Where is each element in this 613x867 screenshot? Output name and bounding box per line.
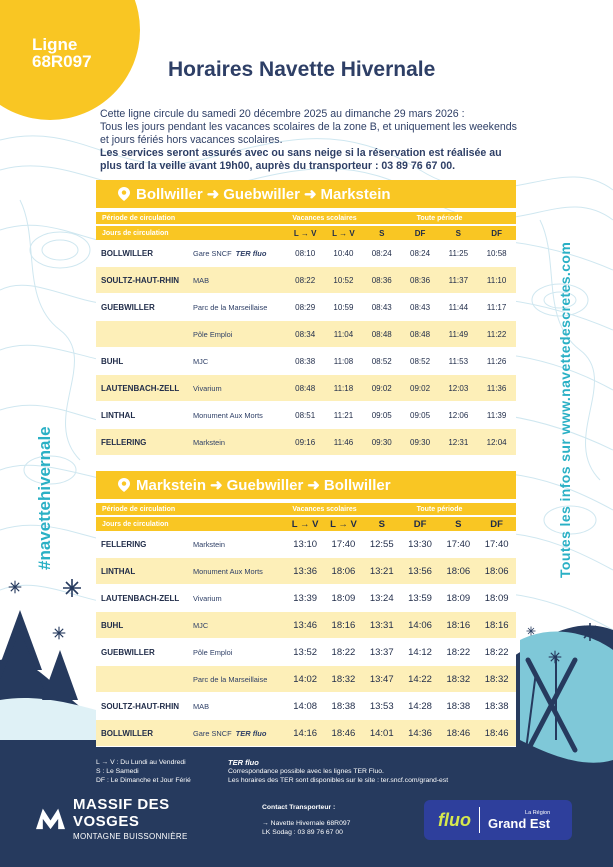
stop-name: LAUTENBACH-ZELL (101, 383, 180, 393)
day-header: DF (413, 518, 427, 530)
departure-time: 08:10 (295, 248, 316, 258)
departure-time: 11:37 (448, 275, 469, 285)
ligne-badge (32, 36, 92, 70)
table-rows (96, 531, 516, 747)
departure-time: 13:39 (293, 592, 318, 604)
ligne-label: Ligne (32, 35, 78, 54)
snowflake-icon (526, 626, 536, 636)
stop-place (187, 594, 286, 603)
table-row (96, 585, 516, 612)
jours-row (96, 517, 516, 531)
departure-time: 13:53 (369, 700, 394, 712)
table-row (96, 429, 516, 456)
stop-place-label: Vivarium (193, 383, 222, 393)
stop-place-label: MAB (193, 701, 210, 711)
departure-time: 11:25 (448, 248, 469, 258)
departure-time: 18:06 (446, 565, 471, 577)
stop-place (187, 249, 286, 258)
departure-time: 18:32 (331, 673, 356, 685)
jours-label: Jours de circulation (102, 520, 169, 528)
departure-time: 18:46 (484, 727, 509, 739)
route-origin: Bollwiller (136, 185, 203, 203)
departure-time: 10:58 (486, 248, 507, 258)
departure-time: 18:22 (446, 646, 471, 658)
departure-time: 13:10 (293, 538, 318, 550)
departure-time: 18:46 (331, 727, 356, 739)
tree-icon (0, 610, 78, 700)
stop-name: SOULTZ-HAUT-RHIN (101, 701, 180, 711)
departure-time: 08:48 (371, 329, 392, 339)
departure-time: 18:22 (484, 646, 509, 658)
table-row (96, 267, 516, 294)
location-pin-icon (118, 187, 130, 201)
ter-horaires-line: Les horaires des TER sont disponibles sur le site : ter.sncf.com/grand-est (228, 777, 449, 784)
grand-est-label: Grand Est (488, 815, 551, 831)
departure-time: 13:47 (369, 673, 394, 685)
massif-des-vosges-logo (36, 796, 216, 840)
departure-time: 18:38 (484, 700, 509, 712)
table-row (96, 639, 516, 666)
departure-time: 08:51 (295, 410, 316, 420)
stop-name: BUHL (101, 356, 124, 366)
ter-fluo-logo: TER fluo (228, 758, 259, 767)
location-pin-icon (118, 478, 130, 492)
departure-time: 13:52 (293, 646, 318, 658)
departure-time: 17:40 (331, 538, 356, 550)
hashtag-vertical: #navettehivernale (35, 426, 54, 570)
table-row (96, 612, 516, 639)
departure-time: 11:53 (448, 356, 469, 366)
departure-time: 09:05 (410, 410, 431, 420)
departure-time: 08:24 (371, 248, 392, 258)
day-header: DF (491, 228, 502, 238)
stop-name: SOULTZ-HAUT-RHIN (101, 275, 180, 285)
stop-name: LAUTENBACH-ZELL (101, 593, 180, 603)
stop-place-label: Parc de la Marseillaise (193, 674, 268, 684)
arrow-right-icon: ➜ (206, 186, 220, 203)
departure-time: 13:56 (408, 565, 432, 577)
departure-time: 11:22 (486, 329, 507, 339)
departure-time: 14:01 (369, 727, 394, 739)
table-row (96, 294, 516, 321)
route-via: Guebwiller (226, 476, 304, 494)
departure-time: 08:48 (295, 383, 316, 393)
departure-time: 14:02 (293, 673, 318, 685)
departure-time: 11:08 (333, 356, 354, 366)
departure-time: 08:36 (371, 275, 392, 285)
departure-time: 13:30 (408, 538, 432, 550)
stop-name: FELLERING (101, 437, 147, 447)
table-row (96, 558, 516, 585)
departure-time: 08:24 (410, 248, 431, 258)
logo-divider (479, 807, 480, 833)
stop-place-label: Monument Aux Morts (193, 566, 263, 576)
stop-name: LINTHAL (101, 410, 136, 420)
table-row (96, 720, 516, 747)
departure-time: 18:46 (446, 727, 471, 739)
contact-transporteur (262, 803, 350, 837)
departure-time: 18:09 (484, 592, 509, 604)
day-header: S (379, 228, 385, 238)
stop-place-label: Monument Aux Morts (193, 410, 263, 420)
departure-time: 14:08 (293, 700, 318, 712)
departure-time: 08:52 (410, 356, 431, 366)
departure-time: 12:55 (369, 538, 394, 550)
departure-time: 18:09 (446, 592, 471, 604)
departure-time: 18:16 (484, 619, 509, 631)
ter-correspondance-line: Correspondance possible avec les lignes TER Fluo. (228, 768, 384, 775)
snowflake-icon (8, 580, 22, 594)
intro-text (100, 108, 520, 173)
day-header: S (455, 518, 462, 530)
stop-place-label: Markstein (193, 437, 226, 447)
day-header: L → V (293, 228, 317, 238)
departure-time: 12:03 (448, 383, 469, 393)
stop-place-label: Markstein (193, 539, 226, 549)
stop-place (187, 648, 286, 657)
departure-time: 18:16 (331, 619, 356, 631)
departure-time: 13:31 (369, 619, 394, 631)
departure-time: 08:34 (295, 329, 316, 339)
stop-place-label: Parc de la Marseillaise (193, 302, 268, 312)
departure-time: 18:09 (331, 592, 356, 604)
timetable-markstein-bollwiller (96, 471, 516, 747)
page-title: Horaires Navette Hivernale (168, 58, 436, 81)
stop-place-label: Gare SNCF (193, 248, 232, 258)
departure-time: 10:59 (333, 302, 354, 312)
departure-time: 14:16 (293, 727, 318, 739)
departure-time: 09:02 (410, 383, 431, 393)
mountain-logo-icon (36, 803, 65, 833)
departure-time: 08:43 (371, 302, 392, 312)
departure-time: 09:02 (371, 383, 392, 393)
table-row (96, 531, 516, 558)
intro-line-2: Tous les jours pendant les vacances scolaires de la zone B, et uniquement les weekends et jours fériés hors vacances scolaires. (100, 121, 517, 146)
region-grand-est-logo (424, 800, 572, 840)
departure-time: 17:40 (484, 538, 509, 550)
day-header: L → V (330, 518, 357, 530)
departure-time: 14:22 (408, 673, 432, 685)
stop-place (187, 540, 286, 549)
stop-place (187, 438, 286, 447)
table-row (96, 240, 516, 267)
departure-time: 09:30 (371, 437, 392, 447)
legend-s: S : Le Samedi (96, 768, 139, 775)
legend-lv: L → V : Du Lundi au Vendredi (96, 759, 186, 766)
departure-time: 18:38 (331, 700, 356, 712)
table-row (96, 375, 516, 402)
snowflake-icon (62, 578, 82, 598)
day-header: L → V (291, 518, 319, 530)
day-header: L → V (332, 228, 355, 238)
jours-label: Jours de circulation (102, 229, 169, 237)
departure-time: 11:49 (448, 329, 469, 339)
departure-time: 11:21 (333, 410, 354, 420)
departure-time: 17:40 (446, 538, 471, 550)
stop-place-label: Pôle Emploi (193, 647, 233, 657)
route-origin: Markstein (136, 476, 207, 494)
departure-time: 08:48 (410, 329, 431, 339)
departure-time: 11:10 (486, 275, 507, 285)
snowflake-icon (548, 650, 562, 664)
stop-place (187, 567, 286, 576)
departure-time: 10:52 (333, 275, 354, 285)
contact-line-1: → Navette Hivernale 68R097 (262, 820, 351, 827)
departure-time: 09:16 (295, 437, 316, 447)
day-header: S (378, 518, 385, 530)
la-region-label: La Région (525, 809, 551, 816)
stop-place (187, 276, 286, 285)
day-header: DF (414, 228, 426, 238)
massif-title: MASSIF DES VOSGES (73, 795, 170, 830)
departure-time: 18:38 (446, 700, 471, 712)
contact-title: Contact Transporteur : (262, 804, 336, 811)
ter-fluo-logo: TER fluo (235, 248, 267, 258)
departure-time: 10:40 (333, 248, 354, 258)
stop-place (187, 729, 286, 738)
periode-label: Période de circulation (102, 505, 176, 513)
stop-name: BOLLWILLER (101, 728, 153, 738)
day-header: S (455, 228, 461, 238)
departure-time: 08:29 (295, 302, 316, 312)
departure-time: 09:30 (410, 437, 431, 447)
arrow-right-icon: ➜ (210, 477, 223, 494)
stop-place (187, 675, 286, 684)
stop-name: BUHL (101, 620, 124, 630)
stop-place-label: Pôle Emploi (193, 329, 233, 339)
departure-time: 14:36 (408, 727, 432, 739)
toute-periode-label: Toute période (416, 505, 463, 513)
stop-name: GUEBWILLER (101, 647, 155, 657)
departure-time: 18:32 (484, 673, 509, 685)
contact-phone: LK Sodag : 03 89 76 67 00 (262, 829, 343, 836)
route-via: Guebwiller (223, 185, 300, 203)
legend (96, 758, 191, 785)
departure-time: 08:38 (295, 356, 316, 366)
ligne-code: 68R097 (32, 52, 92, 71)
departure-time: 13:37 (369, 646, 394, 658)
intro-line-3: Les services seront assurés avec ou sans neige si la réservation est réalisée au plus tard la veille avant 19h00, auprès du transporteur : 03 89 76 67 00. (100, 147, 502, 172)
vacances-label: Vacances scolaires (292, 505, 357, 513)
stop-place-label: MAB (193, 275, 210, 285)
stop-place (187, 303, 286, 312)
jours-row (96, 226, 516, 240)
departure-time: 08:52 (371, 356, 392, 366)
departure-time: 09:05 (371, 410, 392, 420)
departure-time: 08:22 (295, 275, 316, 285)
arrow-right-icon: ➜ (307, 477, 320, 494)
departure-time: 13:36 (293, 565, 318, 577)
ter-correspondance (228, 758, 448, 785)
departure-time: 18:06 (331, 565, 356, 577)
departure-time: 18:06 (484, 565, 509, 577)
departure-time: 11:44 (448, 302, 469, 312)
vacances-label: Vacances scolaires (292, 214, 357, 222)
departure-time: 12:31 (448, 437, 469, 447)
stop-name: BOLLWILLER (101, 248, 153, 258)
departure-time: 08:43 (410, 302, 431, 312)
route-header (96, 180, 516, 208)
stop-place (187, 621, 286, 630)
table-row (96, 402, 516, 429)
stop-place-label: Gare SNCF (193, 728, 232, 738)
stop-place-label: MJC (193, 620, 209, 630)
route-destination: Markstein (320, 185, 391, 203)
departure-time: 14:12 (408, 646, 432, 658)
toute-periode-label: Toute période (416, 214, 463, 222)
departure-time: 18:32 (446, 673, 471, 685)
stop-name: LINTHAL (101, 566, 136, 576)
departure-time: 13:59 (408, 592, 432, 604)
departure-time: 14:06 (408, 619, 432, 631)
departure-time: 12:06 (448, 410, 469, 420)
departure-time: 18:22 (331, 646, 356, 658)
departure-time: 11:46 (333, 437, 354, 447)
departure-time: 13:21 (369, 565, 394, 577)
departure-time: 18:16 (446, 619, 471, 631)
periode-row (96, 212, 516, 224)
ter-fluo-logo: TER fluo (235, 728, 267, 738)
periode-label: Période de circulation (102, 214, 176, 222)
table-rows (96, 240, 516, 456)
snowflake-icon (580, 622, 600, 642)
departure-time: 14:28 (408, 700, 432, 712)
table-row (96, 348, 516, 375)
table-row (96, 666, 516, 693)
departure-time: 11:26 (486, 356, 507, 366)
stop-place-label: Vivarium (193, 593, 222, 603)
departure-time: 13:46 (293, 619, 318, 631)
departure-time: 11:39 (486, 410, 507, 420)
table-row (96, 321, 516, 348)
route-destination: Bollwiller (323, 476, 391, 494)
stop-place (187, 702, 286, 711)
periode-row (96, 503, 516, 515)
departure-time: 08:36 (410, 275, 431, 285)
intro-line-1: Cette ligne circule du samedi 20 décembre 2025 au dimanche 29 mars 2026 : (100, 108, 465, 120)
departure-time: 11:04 (333, 329, 354, 339)
departure-time: 11:17 (486, 302, 507, 312)
snowflake-icon (52, 626, 66, 640)
departure-time: 11:36 (486, 383, 507, 393)
stop-name: GUEBWILLER (101, 302, 155, 312)
legend-df: DF : Le Dimanche et Jour Férié (96, 777, 191, 784)
stop-place (187, 411, 286, 420)
day-header: DF (490, 518, 503, 530)
departure-time: 12:04 (486, 437, 507, 447)
stop-place (187, 330, 286, 339)
arrow-right-icon: ➜ (303, 186, 317, 203)
fluo-logo: fluo (438, 809, 471, 830)
table-row (96, 693, 516, 720)
stop-place (187, 384, 286, 393)
stop-place (187, 357, 286, 366)
departure-time: 11:18 (333, 383, 354, 393)
departure-time: 13:24 (369, 592, 394, 604)
website-vertical: Toutes les infos sur www.navettedescretes.com (557, 241, 573, 578)
stop-place-label: MJC (193, 356, 209, 366)
route-header (96, 471, 516, 499)
stop-name: FELLERING (101, 539, 147, 549)
massif-subtitle: MONTAGNE BUISSONNIÈRE (73, 831, 188, 841)
timetable-bollwiller-markstein (96, 180, 516, 456)
